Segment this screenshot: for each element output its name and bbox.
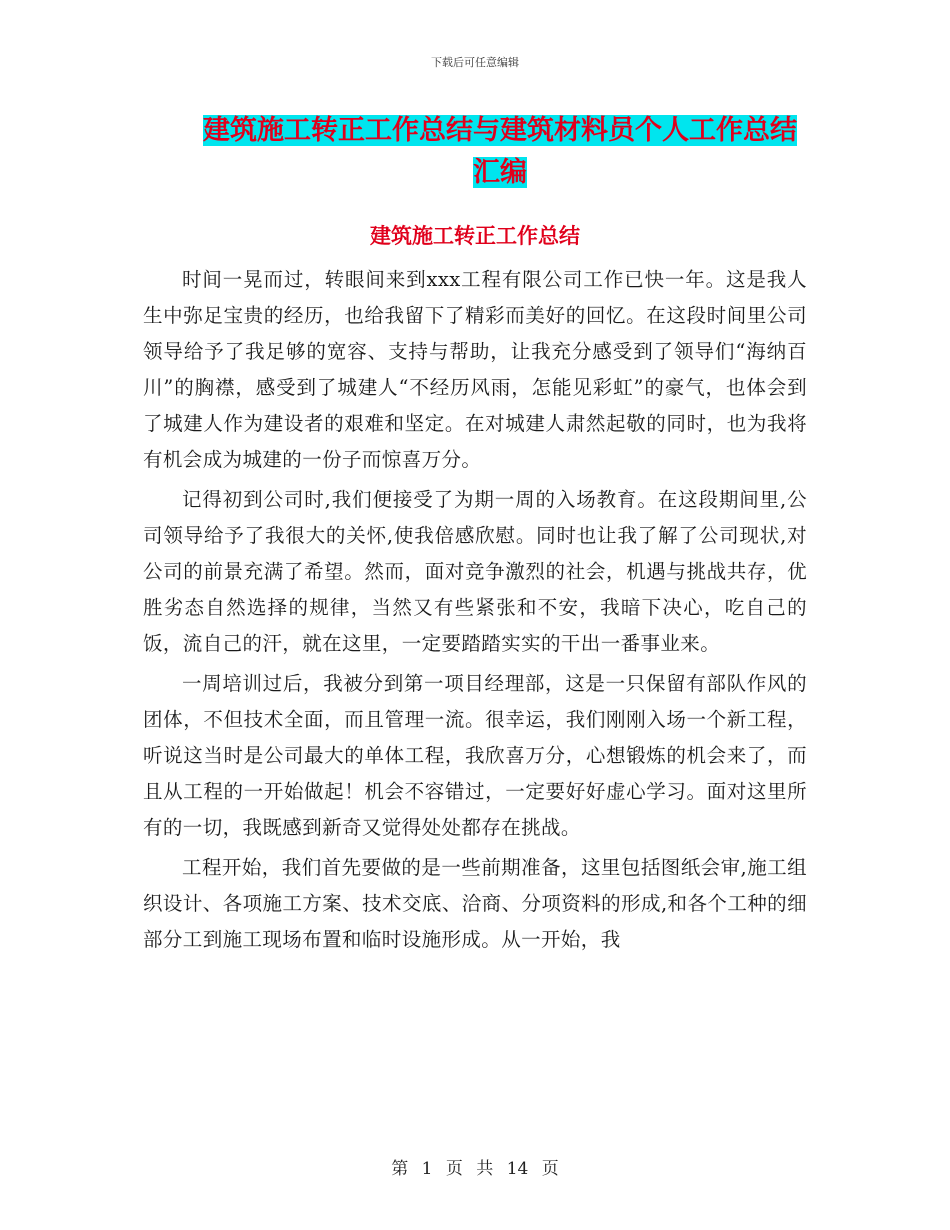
paragraph: 记得初到公司时,我们便接受了为期一周的入场教育。在这段期间里,公司领导给予了我很大的关怀,使我倍感欣慰。同时也让我了解了公司现状,对公司的前景充满了希望。然而，面对竞争激烈的社会，机遇与挑战共存，优胜劣态自然选择的规律，当然又有些紧张和不安，我暗下决心，吃自己的饭，流自己的汗，就在这里，一定要踏踏实实的干出一番事业来。 [143,488,807,655]
paragraph: 工程开始，我们首先要做的是一些前期准备，这里包括图纸会审,施工组织设计、各项施工方案、技术交底、洽商、分项资料的形成,和各个工种的细部分工到施工现场布置和临时设施形成。从一开始，我 [143,856,807,951]
page-footer: 第 1 页 共 14 页 [391,1159,559,1179]
header-note: 下载后可任意编辑 [431,56,519,69]
section-title: 建筑施工转正工作总结 [370,223,580,248]
body-text [143,262,807,962]
document-title-text: 建筑施工转正工作总结与建筑材料员个人工作总结汇编 [203,115,797,188]
paragraph: 一周培训过后，我被分到第一项目经理部，这是一只保留有部队作风的团体，不但技术全面，而且管理一流。很幸运，我们刚刚入场一个新工程，听说这当时是公司最大的单体工程，我欣喜万分，心想锻炼的机会来了，而且从工程的一开始做起！机会不容错过，一定要好好虚心学习。面对这里所有的一切，我既感到新奇又觉得处处都存在挑战。 [143,672,807,839]
paragraph: 时间一晃而过，转眼间来到xxx工程有限公司工作已快一年。这是我人生中弥足宝贵的经历，也给我留下了精彩而美好的回忆。在这段时间里公司领导给予了我足够的宽容、支持与帮助，让我充分感受到了领导们“海纳百川”的胸襟，感受到了城建人“不经历风雨，怎能见彩虹”的豪气，也体会到了城建人作为建设者的艰难和坚定。在对城建人肃然起敬的同时，也为我将有机会成为城建的一份子而惊喜万分。 [143,268,807,471]
document-title [190,110,810,194]
